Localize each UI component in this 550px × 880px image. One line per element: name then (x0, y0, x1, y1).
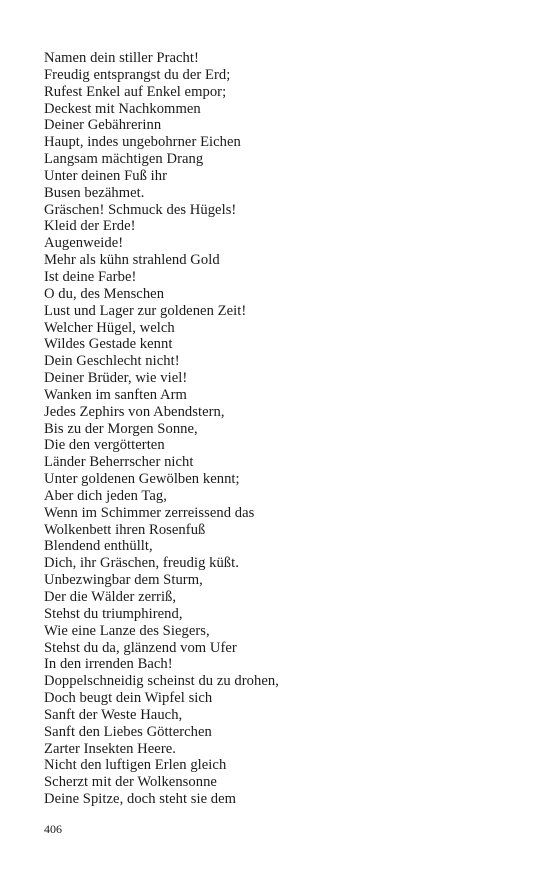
poem-line: Busen bezähmet. (44, 184, 145, 201)
poem-line: Wildes Gestade kennt (44, 336, 173, 353)
poem-line: Rufest Enkel auf Enkel empor; (44, 83, 227, 100)
poem-line: Zarter Insekten Heere. (44, 740, 176, 757)
poem-line: Doppelschneidig scheinst du zu drohen, (44, 673, 279, 690)
poem-line: Ist deine Farbe! (44, 268, 137, 285)
poem-line: Unter goldenen Gewölben kennt; (44, 471, 240, 488)
poem-line: Dich, ihr Gräschen, freudig küßt. (44, 555, 239, 572)
poem-line: Lust und Lager zur goldenen Zeit! (44, 302, 247, 319)
poem-line: Dein Geschlecht nicht! (44, 353, 180, 370)
page-number: 406 (44, 822, 62, 836)
poem-line: Unbezwingbar dem Sturm, (44, 572, 203, 589)
poem-line: Kleid der Erde! (44, 218, 136, 235)
poem-line: Wolkenbett ihren Rosenfuß (44, 521, 206, 538)
poem-line: In den irrenden Bach! (44, 656, 173, 673)
poem-line: Blendend enthüllt, (44, 538, 153, 555)
poem-line: Bis zu der Morgen Sonne, (44, 420, 198, 437)
poem-line: Scherzt mit der Wolkensonne (44, 774, 217, 791)
poem-line: Haupt, indes ungebohrner Eichen (44, 134, 241, 151)
poem-line: Wanken im sanften Arm (44, 386, 187, 403)
poem-line: Jedes Zephirs von Abendstern, (44, 403, 225, 420)
poem-line: Freudig entsprangst du der Erd; (44, 66, 231, 83)
poem-line: Deckest mit Nachkommen (44, 100, 201, 117)
poem-line: Wie eine Lanze des Siegers, (44, 622, 210, 639)
poem-line: Stehst du da, glänzend vom Ufer (44, 639, 237, 656)
poem-line: Deine Spitze, doch steht sie dem (44, 791, 237, 808)
poem-line: Aber dich jeden Tag, (44, 487, 167, 504)
poem-line: Wenn im Schimmer zerreissend das (44, 504, 255, 521)
poem-text (44, 50, 279, 808)
poem-line: Namen dein stiller Pracht! (44, 50, 199, 66)
poem-line: Sanft den Liebes Götterchen (44, 723, 212, 740)
poem-line: Langsam mächtigen Drang (44, 151, 204, 168)
poem-line: Deiner Brüder, wie viel! (44, 370, 188, 387)
poem-line: Länder Beherrscher nicht (44, 454, 194, 471)
poem-line: Unter deinen Fuß ihr (44, 167, 167, 184)
poem-line: O du, des Menschen (44, 285, 165, 302)
poem-line: Sanft der Weste Hauch, (44, 706, 183, 723)
poem-line: Nicht den luftigen Erlen gleich (44, 757, 227, 774)
poem-line: Gräschen! Schmuck des Hügels! (44, 201, 237, 218)
poem-line: Mehr als kühn strahlend Gold (44, 252, 220, 269)
poem-line: Stehst du triumphirend, (44, 605, 183, 622)
poem-line: Der die Wälder zerriß, (44, 589, 177, 605)
poem-line: Doch beugt dein Wipfel sich (44, 690, 213, 707)
poem-line: Augenweide! (44, 235, 124, 252)
poem-line: Welcher Hügel, welch (44, 319, 175, 336)
poem-line: Deiner Gebährerinn (44, 117, 162, 134)
poem-line: Die den vergötterten (44, 437, 165, 454)
